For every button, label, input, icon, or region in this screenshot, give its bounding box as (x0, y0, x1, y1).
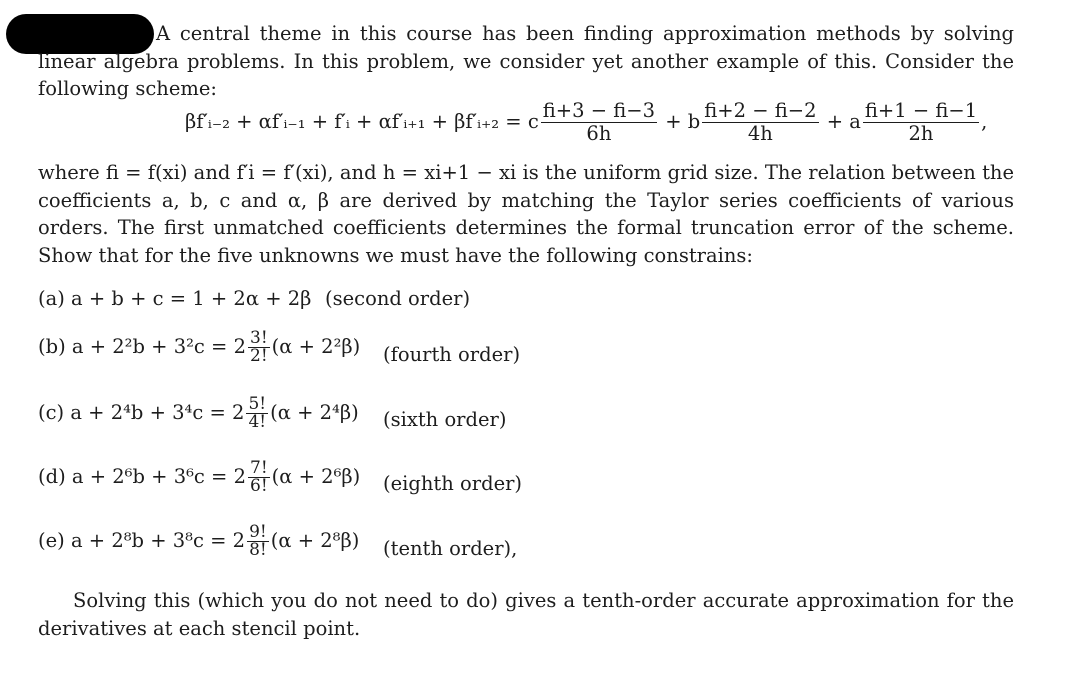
closing-paragraph: Solving this (which you do not need to do) gives a tenth-order accurate approximation for the derivatives at each stencil point. (38, 589, 1014, 640)
constraint-e (38, 524, 359, 559)
constraint-label: (e) (38, 529, 65, 552)
constraint-rhs: (α + 2⁶β) (271, 465, 361, 488)
constraint-lhs: a + 2²b + 3²c = 2 (71, 335, 246, 358)
constraint-lhs: a + 2⁴b + 3⁴c = 2 (70, 401, 245, 424)
constraint-rhs: (α + 2⁸β) (270, 529, 360, 552)
scheme-join-a: + a (826, 110, 861, 133)
constraint-frac: $\frac{7!}{6!}$ (250, 458, 268, 496)
scheme-join-b: + b (665, 110, 701, 133)
constraint-note: (eighth order) (383, 472, 523, 495)
constraint-lhs: a + 2⁸b + 3⁸c = 2 (70, 529, 246, 552)
constraint-rhs: (α + 2⁴β) (270, 401, 359, 424)
scheme-frac-2: $\frac{fi+2 - fi-2}{4h}$ (704, 99, 817, 145)
constraint-note: (tenth order), (383, 537, 518, 560)
where-paragraph: where fi = f(xi) and f′i = f′(xi), and h = xi+1 − xi is the uniform grid size. The relation between the coefficients a, b, c and α, β are derived by matching the Taylor series coefficients of various orders. The first unmatched coefficients determines the formal truncation error of the scheme. Show that for the five unknowns we must have the following constrains: (38, 161, 1014, 267)
constraint-frac: $\frac{9!}{8!}$ (249, 522, 267, 560)
scheme-frac-1: $\frac{fi+3 - fi-3}{6h}$ (542, 99, 656, 145)
scheme-end: , (981, 110, 988, 133)
constraint-note: (fourth order) (383, 343, 521, 366)
constraint-frac: $\frac{3!}{2!}$ (250, 328, 268, 366)
constraint-label: (d) (38, 465, 66, 488)
constraint-equation: a + b + c = 1 + 2α + 2β (71, 287, 312, 310)
constraint-c (38, 396, 359, 431)
constraint-b (38, 330, 360, 365)
constraint-label: (b) (38, 335, 66, 358)
scheme-frac-3: $\frac{fi+1 - fi-1}{2h}$ (864, 99, 978, 145)
constraint-label: (a) (38, 287, 65, 310)
scheme-equation (185, 100, 987, 145)
constraint-label: (c) (38, 401, 65, 424)
constraint-frac: $\frac{5!}{4!}$ (248, 394, 267, 432)
constraint-rhs: (α + 2²β) (271, 335, 361, 358)
constraint-a (38, 287, 311, 310)
intro-paragraph: A central theme in this course has been finding approximation methods by solving linear algebra problems. In this problem, we consider yet another example of this. Consider the following scheme: (38, 22, 1014, 100)
constraint-note: (second order) (325, 287, 471, 310)
constraint-d (38, 460, 360, 495)
scheme-lhs: βf′ᵢ₋₂ + αf′ᵢ₋₁ + f′ᵢ + αf′ᵢ₊₁ + βf′ᵢ₊₂ = c (185, 110, 539, 133)
constraint-note: (sixth order) (383, 408, 507, 431)
constraint-lhs: a + 2⁶b + 3⁶c = 2 (71, 465, 246, 488)
